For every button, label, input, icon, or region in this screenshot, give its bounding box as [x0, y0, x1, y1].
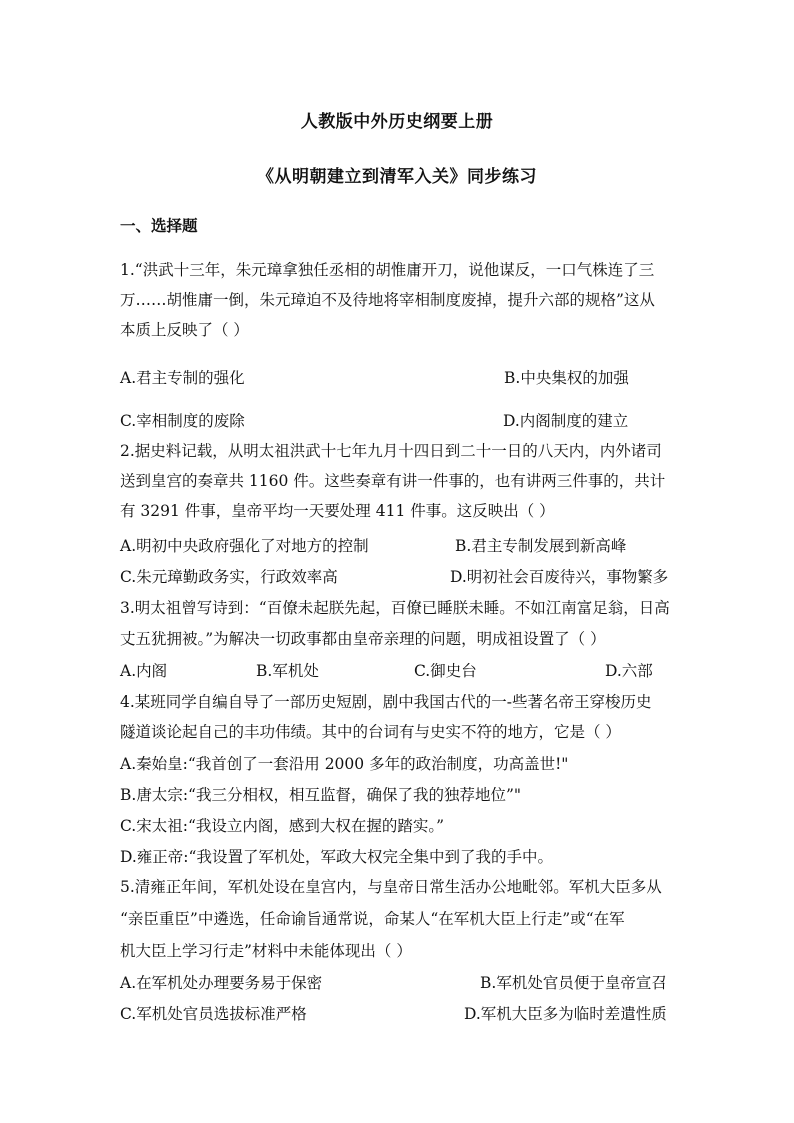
option-c: C.宋太祖:“我设立内阁，感到大权在握的踏实。”: [120, 817, 445, 835]
option-b: B.中央集权的加强: [504, 369, 629, 387]
question-text-line: 5.清雍正年间，军机处设在皇宫内，与皇帝日常生活办公地毗邻。军机大臣多从: [120, 878, 662, 896]
question-text-line: 万……胡惟庸一倒，朱元璋迫不及待地将宰相制度废掉，提升六部的规格”这从: [120, 291, 655, 309]
option-b: B.军机处官员便于皇帝宣召: [480, 974, 667, 992]
option-a: A.秦始皇:“我首创了一套沿用 2000 多年的政治制度，功高盖世!": [120, 755, 569, 773]
option-d: D.内阁制度的建立: [503, 412, 629, 430]
document-title: 人教版中外历史纲要上册: [300, 112, 494, 132]
option-c: C.御史台: [414, 662, 477, 680]
option-b: B.君主专制发展到新高峰: [455, 537, 627, 555]
option-a: A.君主专制的强化: [120, 369, 245, 387]
document-subtitle: 《从明朝建立到清军入关》同步练习: [257, 167, 537, 187]
option-a: A.在军机处办理要务易于保密: [120, 974, 323, 992]
option-c: C.军机处官员选拔标准严格: [120, 1005, 307, 1023]
option-d: D.雍正帝:“我设置了军机处，军政大权完全集中到了我的手中。: [120, 848, 553, 866]
option-c: C.朱元璋勤政务实，行政效率高: [120, 568, 338, 586]
option-d: D.军机大臣多为临时差遣性质: [464, 1005, 667, 1023]
question-text-line: 送到皇宫的奏章共 1160 件。这些奏章有讲一件事的，也有讲两三件事的，共计: [120, 472, 666, 490]
question-text-line: 隧道谈论起自己的丰功伟绩。其中的台词有与史实不符的地方，它是（ ）: [120, 723, 621, 741]
question-text-line: 有 3291 件事，皇帝平均一天要处理 411 件事。这反映出（ ）: [120, 502, 555, 520]
option-a: A.明初中央政府强化了对地方的控制: [120, 537, 369, 555]
question-text-line: “亲臣重臣”中遴选，任命谕旨通常说，命某人“在军机大臣上行走”或“在军: [120, 910, 625, 928]
question-text-line: 本质上反映了（ ）: [120, 321, 249, 339]
question-text-line: 机大臣上学习行走”材料中未能体现出（ ）: [120, 942, 412, 960]
question-text-line: 4.某班同学自编自导了一部历史短剧，剧中我国古代的一-些著名帝王穿梭历史: [120, 693, 652, 711]
question-text-line: 1.“洪武十三年，朱元璋拿独任丞相的胡惟庸开刀，说他谋反，一口气株连了三: [120, 261, 655, 279]
section-heading: 一、选择题: [120, 216, 198, 235]
question-text-line: 丈五犹拥被。”为解决一切政事都由皇帝亲理的问题，明成祖设置了（ ）: [120, 630, 606, 648]
option-a: A.内阁: [120, 662, 168, 680]
option-b: B.唐太宗:“我三分相权，相互监督，确保了我的独荐地位”": [120, 786, 522, 804]
question-text-line: 3.明太祖曾写诗到：“百僚未起朕先起，百僚已睡朕未睡。不如江南富足翁，日高: [120, 599, 670, 617]
question-text-line: 2.据史料记载，从明太祖洪武十七年九月十四日到二十一日的八天内，内外诸司: [120, 442, 662, 460]
option-d: D.六部: [605, 662, 653, 680]
option-b: B.军机处: [256, 662, 319, 680]
option-c: C.宰相制度的废除: [120, 412, 245, 430]
option-d: D.明初社会百废待兴，事物繁多: [450, 568, 669, 586]
